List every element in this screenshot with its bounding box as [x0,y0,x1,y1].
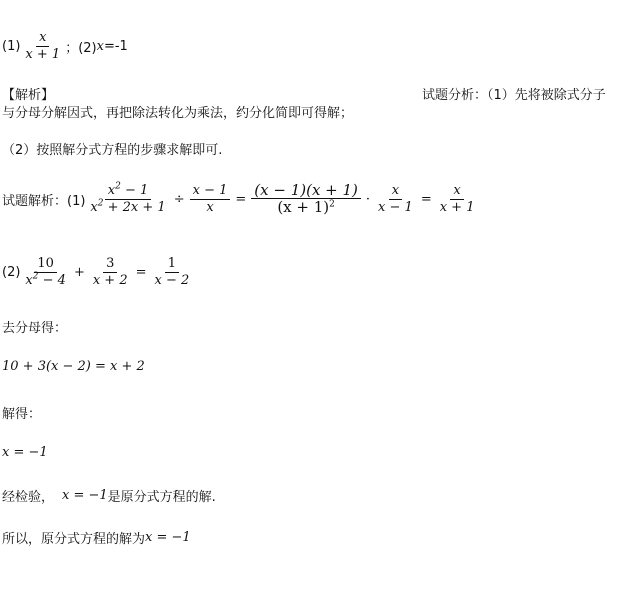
fraction-numerator: $x^2 - 1$ [105,183,152,200]
solution2-fraction-1 [22,256,69,289]
step2-label: 解得： [2,407,42,422]
fraction-numerator: x [450,183,463,200]
answer-part2-var: x [96,39,104,54]
fraction-numerator: x [389,183,402,200]
solution2-prefix: (2) [2,265,21,280]
fraction-denominator: x + 2 [92,273,128,288]
solution1-equation [2,182,479,217]
answer-part2-value: =-1 [103,39,128,54]
fraction-numerator: (x − 1)(x + 1) [251,182,361,199]
check-line [2,486,216,505]
answer-part1-label: (1) [2,39,21,54]
analysis-text-line2: 与分母分解因式，再把除法转化为乘法，约分化简即可得解； [2,106,354,121]
check-prefix: 经检验， [2,490,55,505]
answer-separator: ；(2) [65,41,97,56]
solution2-fraction-2 [90,256,131,289]
answer-fraction-numerator: x [36,30,49,47]
solution1-fraction-3 [251,182,361,217]
analysis-heading: 【解析】 [2,88,55,103]
final-equation: x = −1 [145,530,191,545]
solution1-fraction-1 [87,183,168,216]
solution2-equation [2,256,194,289]
fraction-numerator: 10 [34,256,57,273]
analysis-text-line3: （2）按照解分式方程的步骤求解即可. [2,143,223,158]
step1-label: 去分母得： [2,321,68,336]
fraction-numerator: x − 1 [190,183,231,200]
solution1-fraction-5 [437,183,478,216]
fraction-numerator: 1 [165,256,179,273]
fraction-denominator: $x^2 - 4$ [25,271,66,288]
plus-sign: + [73,265,85,280]
fraction-numerator: 3 [103,256,117,273]
division-sign: ÷ [173,192,185,207]
fraction-denominator: x − 2 [154,273,190,288]
equals-sign: = [420,192,432,207]
solution2-fraction-3 [152,256,193,289]
fraction-denominator: x + 1 [439,200,475,215]
equals-sign: = [135,265,147,280]
check-suffix: 是原分式方程的解. [107,490,216,505]
final-line [2,528,191,547]
fraction-denominator: $x^2 + 2x + 1$ [90,198,166,215]
answer-fraction-denominator: x + 1 [25,47,61,62]
solution1-prefix: 试题解析：(1) [2,194,86,209]
fraction-denominator: $(x + 1)^2$ [277,198,335,216]
step1-equation: 10 + 3(x − 2) = x + 2 [2,359,145,374]
answer-line [2,30,128,63]
final-prefix: 所以，原分式方程的解为 [2,532,146,547]
fraction-denominator: x − 1 [378,200,413,215]
equals-sign: = [235,192,247,207]
step2-equation: x = −1 [2,445,48,460]
solution1-fraction-4 [375,183,416,216]
fraction-denominator: x [206,200,214,215]
analysis-text-right: 试题分析：（1）先将被除式分子 [422,88,606,103]
answer-fraction [22,30,63,63]
solution1-fraction-2 [190,183,231,216]
multiplication-dot: · [365,192,371,207]
check-equation: x = −1 [62,488,108,503]
